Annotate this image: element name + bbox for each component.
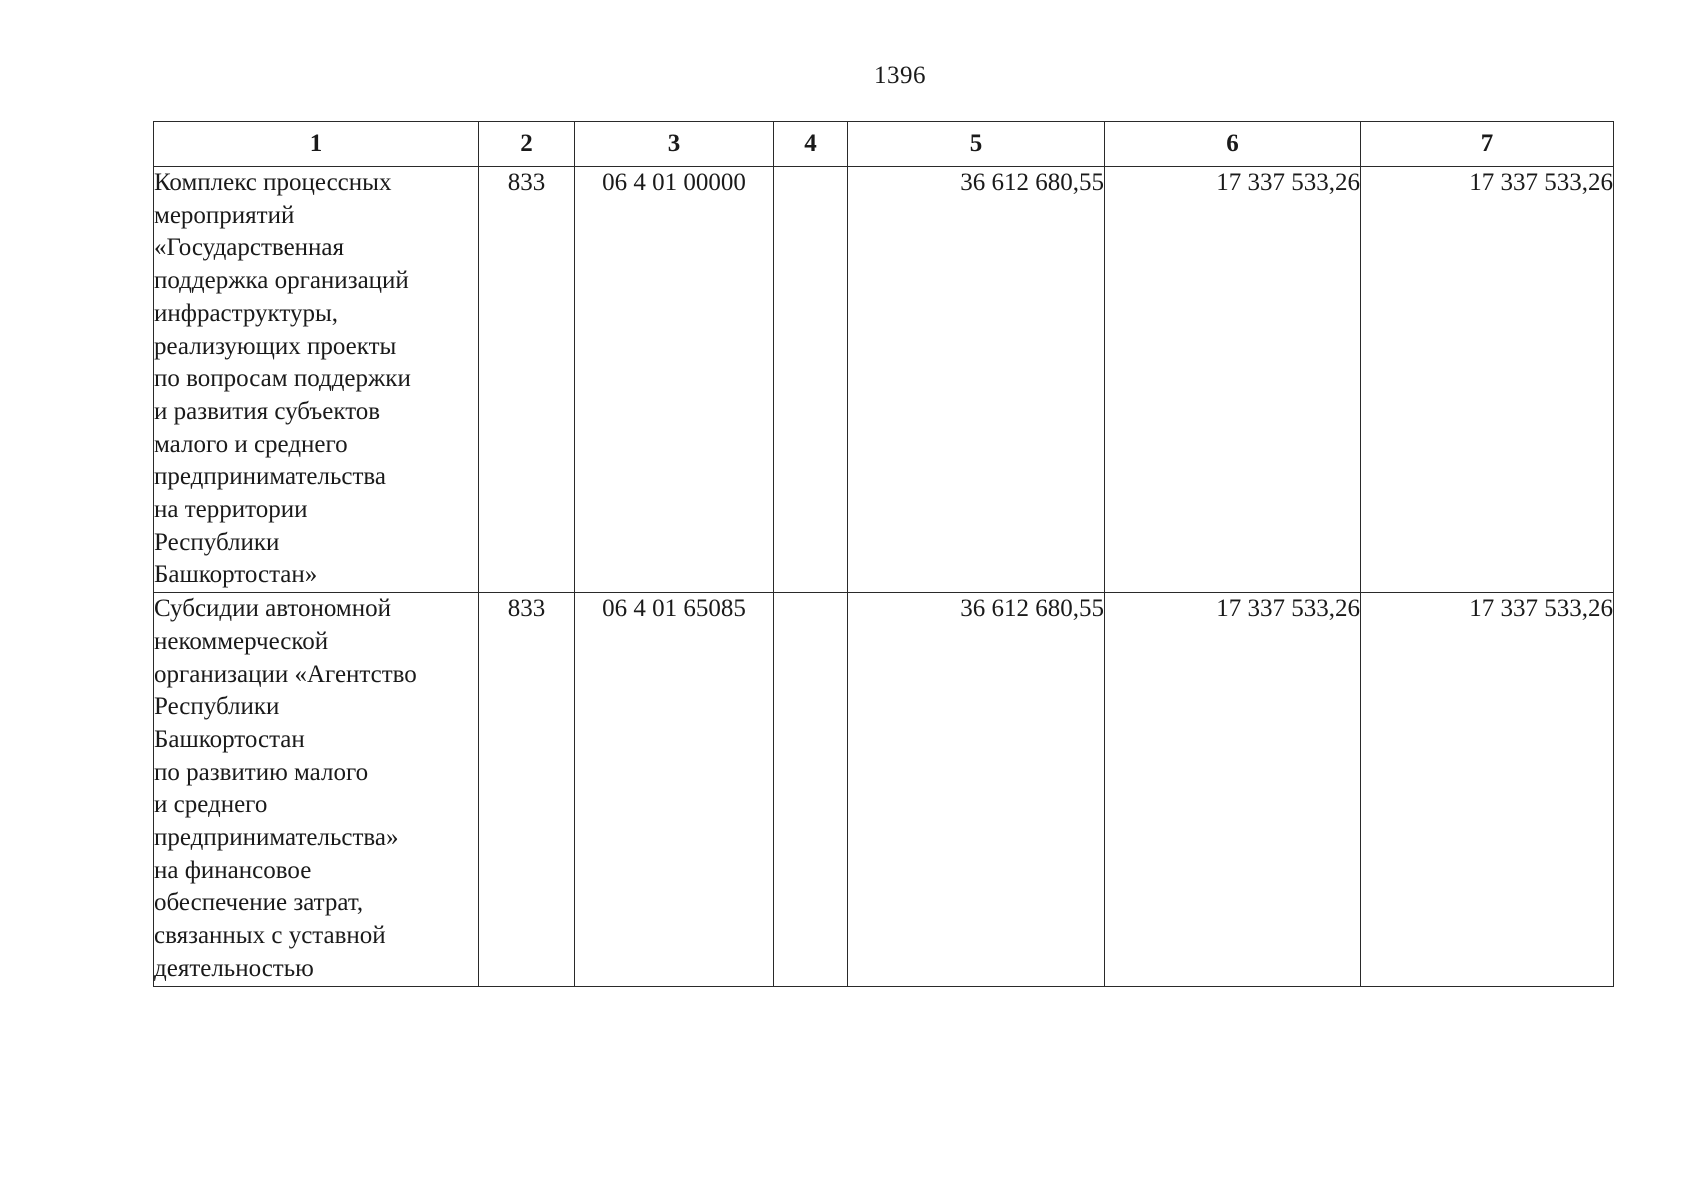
row-name-line: предпринимательства» [154,824,399,852]
row-name-line: Республики [154,693,280,721]
column-header-6: 6 [1105,122,1361,167]
row-name-line: организации «Агентство [154,660,417,688]
column-header-7: 7 [1361,122,1614,167]
row-name-line: Башкортостан [154,725,305,753]
row-name-line: Комплекс процессных [154,169,392,196]
row-amount-7-cell: 17 337 533,26 [1361,167,1614,593]
row-name-line: и развития субъектов [154,397,381,425]
row-amount-7-cell: 17 337 533,26 [1361,593,1614,986]
row-name-line: по развитию малого [154,758,369,786]
row-code-cell: 833 [479,593,575,986]
row-name-line: Башкортостан» [154,561,318,589]
row-name-line: мероприятий [154,201,295,229]
column-header-5: 5 [848,122,1105,167]
row-classifier-cell: 06 4 01 65085 [575,593,774,986]
row-name-cell [154,593,479,986]
row-name-line: Субсидии автономной [154,595,391,623]
row-name-line: поддержка организаций [154,267,409,295]
row-amount-6-cell: 17 337 533,26 [1105,593,1361,986]
row-name-line: реализующих проекты [154,332,397,360]
row-name-line: обеспечение затрат, [154,889,364,917]
row-amount-6-cell: 17 337 533,26 [1105,167,1361,593]
row-name-line: «Государственная [154,234,345,262]
row-name-line: и среднего [154,791,268,819]
row-name-cell [154,167,479,593]
row-code-cell: 833 [479,167,575,593]
table-row [154,167,1614,593]
row-name-line: Республики [154,528,280,556]
row-col4-cell [774,167,848,593]
row-name-line: некоммерческой [154,627,329,655]
column-header-2: 2 [479,122,575,167]
row-name-line: по вопросам поддержки [154,365,411,393]
row-name-line: на финансовое [154,856,312,884]
row-classifier-cell: 06 4 01 00000 [575,167,774,593]
column-header-1: 1 [154,122,479,167]
row-name-line: связанных с уставной [154,922,386,950]
row-name-line: деятельностью [154,954,314,982]
column-header-4: 4 [774,122,848,167]
row-amount-5-cell: 36 612 680,55 [848,593,1105,986]
row-name-line: предпринимательства [154,463,386,491]
header-row [154,122,1614,167]
budget-table [153,121,1614,987]
row-name-line: малого и среднего [154,430,348,458]
row-col4-cell [774,593,848,986]
row-amount-5-cell: 36 612 680,55 [848,167,1105,593]
row-name-line: на территории [154,496,308,524]
row-name-line: инфраструктуры, [154,299,339,327]
table-row [154,593,1614,986]
page-number: 1396 [874,62,926,89]
column-header-3: 3 [575,122,774,167]
